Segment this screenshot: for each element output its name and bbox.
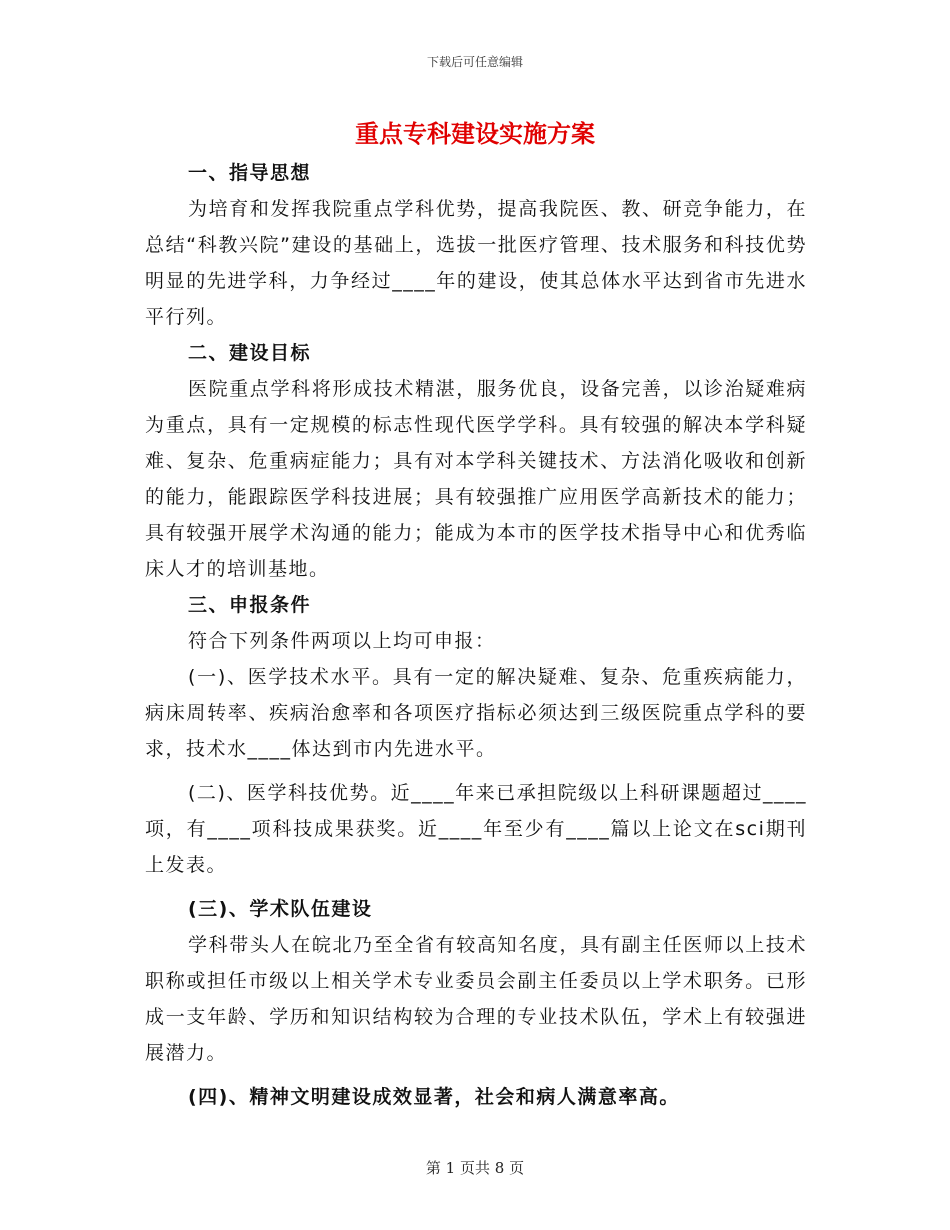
section-heading-guiding-ideology: 一、指导思想 [188, 162, 312, 184]
document-body [145, 155, 807, 1115]
section-heading-construction-goals: 二、建设目标 [188, 342, 312, 364]
header-note: 下载后可任意编辑 [426, 55, 523, 69]
subheading-condition-3: (三)、学术队伍建设 [188, 898, 373, 920]
paragraph-condition-2: (二)、医学科技优势。近____年来已承担院级以上科研课题超过____项，有____项科技成果获奖。近____年至少有____篇以上论文在sci期刊上发表。 [145, 782, 807, 876]
paragraph-guiding-ideology: 为培育和发挥我院重点学科优势，提高我院医、教、研竞争能力，在总结“科教兴院”建设的基础上，选拔一批医疗管理、技术服务和科技优势明显的先进学科，力争经过____年的建设，使其总体水平达到省市先进水平行列。 [145, 198, 807, 328]
page-number: 第 1 页共 8 页 [425, 1159, 525, 1177]
subheading-condition-4: (四)、精神文明建设成效显著，社会和病人满意率高。 [188, 1086, 680, 1108]
paragraph-construction-goals: 医院重点学科将形成技术精湛，服务优良，设备完善，以诊治疑难病为重点，具有一定规模的标志性现代医学学科。具有较强的解决本学科疑难、复杂、危重病症能力；具有对本学科关键技术、方法消化吸收和创新的能力，能跟踪医学科技进展；具有较强推广应用医学高新技术的能力；具有较强开展学术沟通的能力；能成为本市的医学技术指导中心和优秀临床人才的培训基地。 [145, 378, 807, 580]
paragraph-conditions-intro: 符合下列条件两项以上均可申报： [188, 630, 496, 652]
paragraph-condition-1: (一)、医学技术水平。具有一定的解决疑难、复杂、危重疾病能力，病床周转率、疾病治愈率和各项医疗指标必须达到三级医院重点学科的要求，技术水____体达到市内先进水平。 [145, 666, 807, 760]
paragraph-condition-3: 学科带头人在皖北乃至全省有较高知名度，具有副主任医师以上技术职称或担任市级以上相关学术专业委员会副主任委员以上学术职务。已形成一支年龄、学历和知识结构较为合理的专业技术队伍，学术上有较强进展潜力。 [145, 934, 807, 1064]
section-heading-application-conditions: 三、申报条件 [188, 594, 312, 616]
document-title: 重点专科建设实施方案 [355, 120, 595, 148]
